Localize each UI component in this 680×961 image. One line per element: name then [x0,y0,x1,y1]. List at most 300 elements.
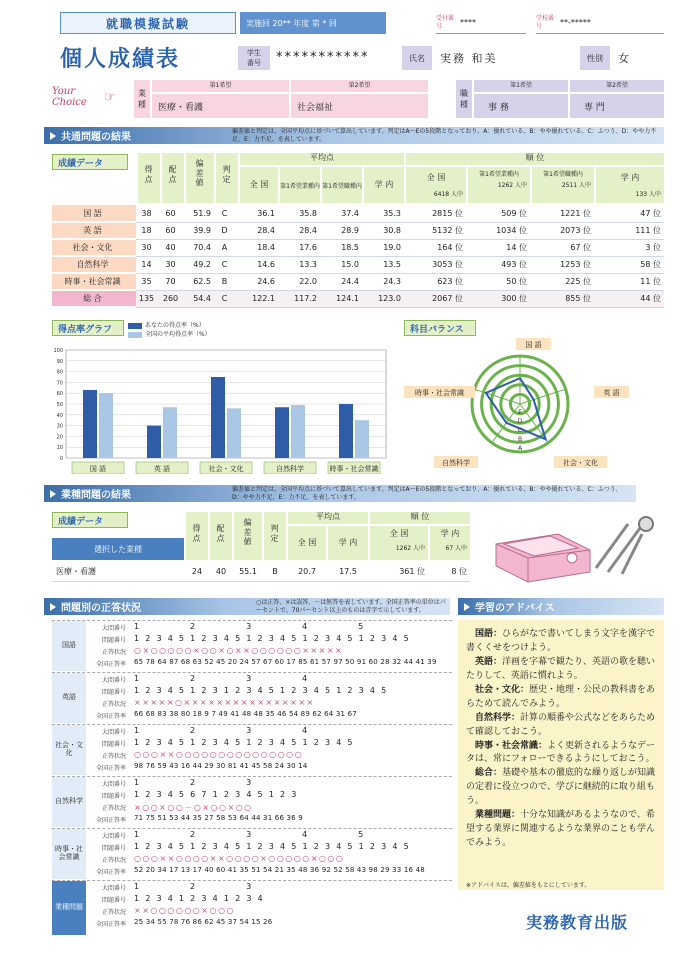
answer-row-label: 正答状況 [101,701,126,708]
answer-blocks [52,620,452,942]
answer-row-values: 52 20 34 17 13 17 40 60 41 35 51 54 21 35 48 36 92 52 58 43 98 29 33 16 48 [134,866,425,874]
answer-block [52,828,452,880]
y-tick-label: 100 [53,348,63,354]
cell-r1: 623 位 [404,273,466,290]
industry-result-rank-school: 8 位 [451,567,467,576]
medical-tools-illustration [488,510,664,586]
y-tick-label: 0 [59,456,63,462]
answer-row-label: 全国正答率 [95,817,126,824]
cell-r2: 493 位 [466,256,530,273]
cell-judge: D [214,222,238,239]
advice-item-head: 社会・文化： [475,684,530,695]
answer-row-values: 1 2 3 4 5 1 2 3 4 5 1 2 3 4 5 1 2 3 4 5 [134,738,355,747]
answer-row-values: ○○○××○○○○○○○○○○○○○○○ [134,750,304,759]
device-icon [496,534,590,582]
grade-label: E [518,409,522,416]
answer-row-label: 全国正答率 [95,713,126,720]
school-label: 学校番号 [536,15,555,30]
col-dev [186,153,214,203]
col-rank-school-label: 学 内 [620,173,640,182]
common-section-title: 共通問題の結果 [61,132,131,143]
answer-row-values: 71 75 51 53 44 35 27 58 53 64 44 31 66 36 9 [134,814,303,822]
answer-block-subject: 国語 [52,621,86,671]
answer-row-values: 1 2 3 4 [134,726,308,735]
cell-dev: 54.4 [184,290,214,307]
answer-row-label: 問題番号 [101,897,126,904]
cell-a4: 19.0 [362,239,404,256]
cell-r1: 2067 位 [404,290,466,307]
industry-result-name: 医療・看護 [56,567,96,576]
answer-row-values: 1 2 3 4 5 [134,622,364,631]
name-value: 実務 和美 [440,52,498,65]
subject-label: 総 合 [52,290,136,307]
industry-label-text: 業種 [138,89,146,109]
answer-row-values: 1 2 3 4 5 1 2 3 4 5 1 2 3 4 5 1 2 3 4 5 1 2 3 4 5 [134,634,411,643]
col-rank-school [596,167,664,203]
answer-row-values: 1 2 3 [134,778,252,787]
job-label [456,80,472,118]
y-tick-label: 40 [56,412,63,419]
advice-item-body: よく更新されるようなデータは、常にフォローできるようにしておこう。 [466,740,656,765]
ind-col-dev [234,512,262,560]
cell-judge: C [214,205,238,222]
col-rank-job1-total: 2511 人中 [561,182,591,189]
cell-full: 40 [160,239,184,256]
bar-national [291,405,305,458]
cell-full: 70 [160,273,184,290]
selected-industry-header: 選択した業種 [52,538,184,560]
grade-label: D [517,418,523,425]
answer-row-label: 問題番号 [101,689,126,696]
cell-score: 14 [136,256,160,273]
category-label: 社会・文化 [208,465,244,473]
col-rank-national [406,167,466,203]
your-choice-label: Your Choice [52,86,87,108]
bar-you [211,377,225,458]
advice-item-head: 英語： [475,656,503,667]
y-tick-label: 80 [56,369,63,376]
y-tick-label: 20 [56,434,63,441]
answer-block-subject: 時事・社会常識 [52,829,86,879]
cell-a2: 117.2 [278,290,320,307]
axis-label: 国 語 [525,341,542,349]
pointing-hand-icon: ☞ [104,90,116,105]
cell-a3: 15.0 [320,256,362,273]
industry-second-header: 第2希望 [291,80,428,92]
cell-r4: 44 位 [594,290,664,307]
advice-section-bar [458,598,664,615]
score-rate-chart [44,342,390,474]
advice-footnote: ※アドバイスは、偏差値をもとにしています。 [466,882,591,889]
answer-row-label: 問題番号 [101,741,126,748]
ind-col-dev-label: 偏差値 [243,518,252,547]
cell-a3: 124.1 [320,290,362,307]
cell-a1: 18.4 [238,239,278,256]
cell-r3: 2073 位 [530,222,594,239]
col-judge [216,153,238,203]
answer-row-label: 大問番号 [101,833,126,840]
common-data-label [52,154,128,170]
score-row [52,273,664,290]
ind-col-full [210,512,232,560]
answer-row-label: 問題番号 [101,637,126,644]
ind-col-rank-national-label: 全 国 [389,529,409,538]
col-rank-job1 [532,167,594,203]
legend-swatch-national [128,332,142,338]
answer-row-values: 1 2 3 4 5 1 2 3 1 2 3 4 5 1 2 3 4 5 1 2 3 4 5 [134,686,389,695]
answer-row-values: 98 76 59 43 16 44 29 30 81 41 45 58 24 30 14 [134,762,308,770]
col-score [138,153,160,203]
cell-r2: 509 位 [466,205,530,222]
answer-row-label: 大問番号 [101,677,126,684]
ind-col-rank-national [370,526,428,560]
col-full [162,153,184,203]
answer-row-label: 正答状況 [101,805,126,812]
y-tick-label: 30 [56,423,63,430]
subject-label: 国 語 [52,205,136,222]
chart-legend [128,321,211,339]
ind-col-score [186,512,208,560]
common-score-rows [52,205,664,308]
subject-label: 時事・社会常識 [52,273,136,290]
reception-box [436,12,526,34]
answer-block [52,724,452,776]
cell-dev: 51.9 [184,205,214,222]
cell-full: 60 [160,222,184,239]
col-avg-national: 全 国 [240,167,278,203]
ind-col-rank-national-total: 1262 人中 [395,544,425,552]
legend-label-national: 全国の平均得点率（%） [145,331,211,338]
col-rank-school-total: 133 人中 [635,190,661,198]
cell-r4: 58 位 [594,256,664,273]
triangle-icon [50,490,56,498]
cell-r3: 855 位 [530,290,594,307]
answer-row-values: ×××××○×××××××××××××××× [134,698,315,707]
balance-title-box [404,320,476,336]
cell-r3: 67 位 [530,239,594,256]
answer-block-subject: 業種問題 [52,881,86,935]
industry-section-note: 偏差値と判定は、全国平均点に基づいて算出しています。判定はA〜Eの5段階となっており、A：優れている、B：やや優れている、C：ふつう、D：やや力不足、E：力不足、を表しています。 [232,486,622,501]
col-avg-school: 学 内 [364,167,404,203]
y-tick-label: 10 [56,445,63,452]
answer-row-values: ○○○××○○○○××○○○○×○○○○○×○○○ [134,854,345,863]
advice-item-head: 総合： [475,768,503,779]
answer-row-label: 全国正答率 [95,765,126,772]
industry-choices [152,80,428,118]
advice-item-body: 計算の順番や公式などをあらためて確認しておこう。 [466,712,656,737]
cell-full: 60 [160,205,184,222]
cell-score: 135 [136,290,160,307]
publisher-logo: 実務教育出版 [526,913,629,932]
score-row [52,239,664,256]
answer-row-label: 全国正答率 [95,869,126,876]
answer-row-values: 25 34 55 78 76 86 62 45 37 54 15 26 [134,918,273,926]
ind-col-rank-school-label: 学 内 [440,529,460,538]
industry-section-title: 業種問題の結果 [61,490,131,501]
col-rank-national-total: 6418 人中 [433,190,463,198]
cell-a2: 28.4 [278,222,320,239]
industry-result-avg-school: 17.5 [339,567,357,576]
industry-label [134,80,150,118]
answer-row-values: ×○○×○○－○×○○×○○ [134,803,253,812]
industry-second-value: 社会福祉 [291,94,428,118]
subject-label: 社会・文化 [52,239,136,256]
cell-r3: 225 位 [530,273,594,290]
bar-national [355,420,369,458]
answer-block-subject: 英語 [52,673,86,723]
gender-value: 女 [618,52,629,65]
dental-instruments-icon [596,517,653,574]
cell-score: 35 [136,273,160,290]
advice-item [466,767,658,809]
advice-item-head: 自然科学： [475,712,521,723]
y-tick-label: 90 [56,358,63,365]
industry-result-score: 24 [191,567,203,576]
reception-label: 受付番号 [436,15,455,30]
score-row [52,256,664,273]
job-second-header: 第2希望 [570,80,664,92]
cell-r4: 3 位 [594,239,664,256]
exam-title-box [60,12,236,34]
axis-label: 社会・文化 [563,459,598,467]
answer-row-label: 大問番号 [101,885,126,892]
subject-label: 自然科学 [52,256,136,273]
cell-score: 30 [136,239,160,256]
advice-item-body: 基礎や基本の徹底的な繰り返しが知識の定着に役立つので、学びに継続的に取り組もう。 [466,768,656,807]
cell-a4: 13.5 [362,256,404,273]
advice-item-head: 時事・社会常識： [475,740,548,751]
col-full-label: 配点 [168,165,177,184]
balance-title: 科目バランス [410,324,464,335]
student-no-label-text: 学生番号 [247,49,261,67]
axis-label: 英 語 [603,389,620,397]
ind-col-score-label: 得点 [192,524,201,543]
answer-row-label: 正答状況 [101,857,126,864]
triangle-icon [50,603,56,611]
answer-row-values: 1 2 3 4 5 1 2 3 4 5 1 2 3 4 5 1 2 3 4 5 1 2 3 4 5 [134,842,411,851]
cell-a3: 24.4 [320,273,362,290]
cell-r4: 47 位 [594,205,664,222]
cell-r4: 11 位 [594,273,664,290]
advice-item [466,684,658,712]
industry-result-full: 40 [215,567,227,576]
chart-title: 得点率グラフ [58,324,113,335]
col-rank-ind1 [468,167,530,203]
school-box [536,12,664,34]
answer-row-label: 全国正答率 [95,921,126,928]
advice-item [466,809,658,851]
ind-col-rank: 順 位 [370,512,470,524]
report-title: 個人成績表 [60,46,181,72]
cell-r2: 300 位 [466,290,530,307]
answer-row-label: 全国正答率 [95,661,126,668]
job-label-text: 職種 [460,89,468,109]
cell-r2: 14 位 [466,239,530,256]
reception-value: **** [460,17,476,27]
advice-item-body: 歴史・地理・公民の教科書をあらためて読んでみよう。 [466,684,656,709]
cell-a4: 30.8 [362,222,404,239]
industry-result-avg-national: 20.7 [298,567,316,576]
balance-radar-chart [404,336,664,472]
session-text: 実施回 20** 年度 第 * 回 [246,18,337,28]
industry-first-header: 第1希望 [152,80,289,92]
advice-item-head: 国語： [475,629,503,639]
col-rank-national-label: 全 国 [426,173,446,182]
answers-section-note: ○は正答、×は誤答、－は無答を表しています。全国正答率の単位はパーセントで、70パーセント以上のものは青字で示しています。 [256,599,446,614]
school-value: **-***** [560,17,591,27]
chart-title-box [52,320,124,336]
category-label: 英 語 [153,465,171,473]
cell-r2: 50 位 [466,273,530,290]
legend-item-you [128,321,211,330]
cell-r2: 1034 位 [466,222,530,239]
cell-r4: 111 位 [594,222,664,239]
triangle-icon [50,132,56,140]
ind-col-avg-national: 全 国 [288,526,326,560]
cell-a2: 13.3 [278,256,320,273]
bar-national [227,408,241,458]
ind-col-full-label: 配点 [216,524,225,543]
advice-item-body: ひらがなで書いてしまう文字を漢字で書くくせをつけよう。 [466,629,656,653]
answer-row-values: 1 2 3 4 1 2 3 4 1 2 3 4 [134,894,265,903]
category-label: 時事・社会常識 [329,465,379,473]
ind-col-rank-school-total: 67 人中 [445,544,467,552]
cell-dev: 62.5 [184,273,214,290]
job-first-header: 第1希望 [474,80,568,92]
cell-a2: 35.8 [278,205,320,222]
cell-full: 260 [160,290,184,307]
answer-row-label: 正答状況 [101,909,126,916]
name-label: 氏名 [402,46,432,70]
answer-row-values: 1 2 3 4 [134,674,308,683]
job-second-value: 専 門 [570,94,664,118]
cell-a1: 14.6 [238,256,278,273]
score-row [52,205,664,222]
cell-score: 18 [136,222,160,239]
industry-result-row [52,562,470,582]
cell-a3: 28.9 [320,222,362,239]
advice-item-body: 洋画を字幕で観たり、英語の歌を聴いたりして、英語に慣れよう。 [466,656,656,681]
cell-dev: 49.2 [184,256,214,273]
ind-col-avg: 平均点 [288,512,368,524]
col-rank-ind1-label: 第1希望業種内 [479,171,519,178]
answer-row-label: 大問番号 [101,625,126,632]
cell-r1: 164 位 [404,239,466,256]
cell-full: 30 [160,256,184,273]
axis-label: 時事・社会常識 [415,389,464,397]
answer-row-label: 正答状況 [101,649,126,656]
cell-a2: 17.6 [278,239,320,256]
gender-label: 性別 [580,46,610,70]
cell-a1: 36.1 [238,205,278,222]
industry-result-dev: 55.1 [239,567,257,576]
ind-col-rank-school [430,526,470,560]
cell-score: 38 [136,205,160,222]
y-tick-label: 50 [56,402,63,408]
cell-a4: 123.0 [362,290,404,307]
cell-r3: 1221 位 [530,205,594,222]
category-label: 国 語 [89,465,107,473]
cell-judge: C [214,256,238,273]
grade-label: C [517,427,523,434]
cell-r1: 2815 位 [404,205,466,222]
col-judge-label: 判定 [222,165,231,184]
cell-a1: 122.1 [238,290,278,307]
job-first-value: 事 務 [474,94,568,118]
cell-judge: B [214,273,238,290]
cell-a4: 24.3 [362,273,404,290]
cell-r1: 5132 位 [404,222,466,239]
col-rank-job1-label: 第1希望職種内 [543,171,583,178]
cell-a1: 24.6 [238,273,278,290]
advice-item-body: 十分な知識があるようなので、希望する業界に関連するような業界のことも学んでみよう。 [466,810,656,849]
y-tick-label: 70 [56,380,63,387]
answer-row-label: 大問番号 [101,781,126,788]
cell-judge: C [214,290,238,307]
answer-row-label: 問題番号 [101,845,126,852]
cell-dev: 70.4 [184,239,214,256]
col-avg-ind1: 第1希望業種内 [280,167,320,203]
common-data-label-text: 成績データ [58,158,104,169]
advice-item [466,656,658,684]
cell-dev: 39.9 [184,222,214,239]
col-score-label: 得点 [144,165,153,184]
advice-item [466,740,658,768]
legend-item-national [128,330,211,339]
answer-row-label: 正答状況 [101,753,126,760]
ind-col-judge-label: 判定 [270,524,279,543]
cell-a3: 18.5 [320,239,362,256]
industry-data-label-text: 成績データ [58,516,104,527]
answer-row-values: 65 78 64 87 68 63 52 45 20 24 57 67 60 17 85 61 57 97 50 91 60 28 32 44 41 39 [134,658,437,666]
ind-col-judge [264,512,286,560]
y-tick-label: 60 [56,391,63,398]
bar-national [163,407,177,458]
cell-a1: 28.4 [238,222,278,239]
ind-col-avg-school: 学 内 [328,526,368,560]
bar-you [147,426,161,458]
session-box [240,12,386,34]
score-row [52,222,664,239]
answer-block [52,620,452,672]
cell-judge: A [214,239,238,256]
score-row [52,290,664,307]
answers-section-title: 問題別の正答状況 [61,603,141,614]
answer-row-values: 1 2 3 [134,882,252,891]
col-avg-job1: 第1希望職種内 [322,167,362,203]
grade-label: B [517,436,523,443]
answer-block-subject: 自然科学 [52,777,86,827]
advice-box [458,620,664,890]
exam-title: 就職模擬試験 [105,16,190,31]
bar-national [99,393,113,458]
industry-result-rank-national: 361 位 [399,567,425,576]
col-rank-ind1-total: 1262 人中 [497,182,527,189]
industry-result-judge: B [272,567,278,576]
grade-label: A [517,445,523,452]
bar-you [339,404,353,458]
cell-a3: 37.4 [320,205,362,222]
answer-row-values: ○×○○○○○×○○×○××○○○○○○××××× [134,646,344,655]
answer-row-label: 問題番号 [101,793,126,800]
answer-row-values: 1 2 3 4 5 6 7 1 2 3 4 5 1 2 3 [134,790,299,799]
cell-a4: 35.3 [362,205,404,222]
cell-r3: 1253 位 [530,256,594,273]
col-dev-label: 偏差値 [195,159,204,188]
student-no-value: *********** [276,50,370,65]
answer-block [52,880,452,936]
industry-first-value: 医療・看護 [152,94,289,118]
